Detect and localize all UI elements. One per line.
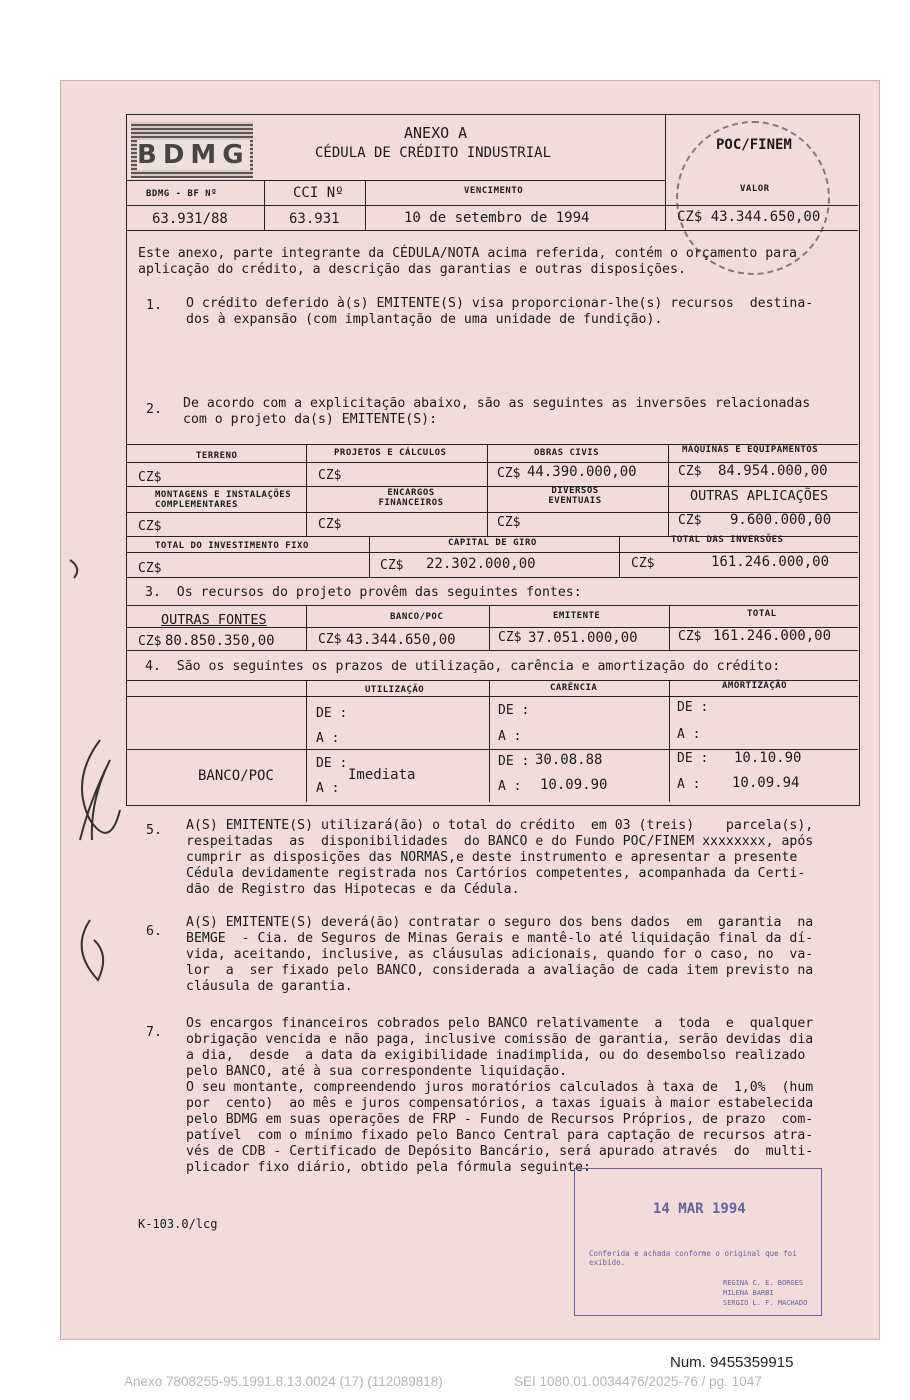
item7-line-5: O seu montante, compreendendo juros moratórios calculados à taxa de 1,0% (hum	[186, 1080, 814, 1095]
bdmg-logo: BDMG	[131, 122, 253, 178]
outras-fontes-label: OUTRAS FONTES	[161, 612, 267, 628]
item7-line-10: plicador fixo diário, obtido pela fórmula seguinte:	[186, 1160, 591, 1175]
item5-line-2: respeitadas as disponibilidades do BANCO e do Fundo POC/FINEM xxxxxxxx, após	[186, 834, 814, 849]
vencimento-label: VENCIMENTO	[464, 186, 524, 196]
form-code: K-103.0/lcg	[138, 1217, 218, 1231]
carencia-de-value: 30.08.88	[535, 752, 603, 768]
notary-stamp: 14 MAR 1994 Conferida e achada conforme o original que foi exibido. REGINA C. E. BORGES MILENA BARBI SERGIO L. F. MACHADO	[574, 1168, 822, 1316]
terreno-label: TERRENO	[196, 451, 238, 461]
document-number: Num. 9455359915	[670, 1354, 794, 1371]
item6-line-2: BEMGE - Cia. de Seguros de Minas Gerais e mantê-lo até liquidação final da dí-	[186, 931, 814, 946]
total-value: 161.246.000,00	[713, 628, 832, 644]
banco-poc-value: 43.344.650,00	[346, 632, 456, 648]
diversos-label: DIVERSOS EVENTUAIS	[548, 486, 602, 506]
obras-value: 44.390.000,00	[527, 464, 637, 480]
intro-line-2: aplicação do crédito, a descrição das garantias e outras disposições.	[138, 262, 686, 277]
item7-line-9: vés de CDB - Certificado de Depósito Bancário, será apurado através do multi-	[186, 1144, 814, 1159]
utilizacao-value: Imediata	[348, 767, 416, 783]
total-fixo-label: TOTAL DO INVESTIMENTO FIXO	[155, 541, 309, 551]
amortizacao-a-value: 10.09.94	[732, 775, 800, 791]
footer-left: Anexo 7808255-95.1991.8.13.0024 (17) (112089818)	[124, 1374, 443, 1389]
item7-line-7: pelo BDMG em suas operações de FRP - Fundo de Recursos Próprios, de prazo com-	[186, 1112, 814, 1127]
amortizacao-de-value: 10.10.90	[734, 750, 802, 766]
stamp-date: 14 MAR 1994	[653, 1201, 746, 1217]
emitente-label: EMITENTE	[553, 611, 601, 621]
bf-value: 63.931/88	[152, 211, 228, 227]
item6-line-4: lor a ser fixado pelo BANCO, considerada a avaliação de cada item previsto na	[186, 963, 814, 978]
item4-text: 4. São os seguintes os prazos de utilização, carência e amortização do crédito:	[145, 659, 781, 674]
capital-giro-value: 22.302.000,00	[426, 556, 536, 572]
projetos-label: PROJETOS E CÁLCULOS	[334, 448, 447, 458]
footer-right: SEI 1080.01.0034476/2025-76 / pg. 1047	[514, 1374, 762, 1389]
program-label: POC/FINEM	[716, 137, 792, 153]
item1-line-2: dos à expansão (com implantação de uma unidade de fundição).	[186, 312, 663, 327]
banco-poc-row-label: BANCO/POC	[198, 768, 274, 784]
item6-line-1: A(S) EMITENTE(S) deverá(ão) contratar o seguro dos bens dados em garantia na	[186, 915, 814, 930]
item2-line-2: com o projeto da(s) EMITENTE(S):	[183, 412, 438, 427]
carencia-a-value: 10.09.90	[540, 777, 608, 793]
total-inversoes-label: TOTAL DAS INVERSÕES	[671, 535, 784, 545]
item5-line-5: dão de Registro das Hipotecas e da Cédula.	[186, 882, 520, 897]
item6-line-3: vida, aceitando, inclusive, as cláusulas adicionais, quando for o caso, no va-	[186, 947, 814, 962]
item7-line-3: a dia, desde a data da exigibilidade inadimplida, ou do desembolso realizado	[186, 1048, 806, 1063]
outras-aplicacoes-value: 9.600.000,00	[730, 512, 832, 528]
item7-line-8: patível com o mínimo fixado pelo Banco Central para captação de recursos atra-	[186, 1128, 814, 1143]
carencia-label: CARÊNCIA	[550, 683, 598, 693]
item1-line-1: O crédito deferido à(s) EMITENTE(S) visa proporcionar-lhe(s) recursos destina-	[186, 296, 814, 311]
item5-line-4: Cédula devidamente registrada nos Cartórios competentes, acompanhada da Certi-	[186, 866, 806, 881]
outras-fontes-value: 80.850.350,00	[165, 633, 275, 649]
total-inversoes-value: 161.246.000,00	[711, 554, 830, 570]
item6-line-5: cláusula de garantia.	[186, 979, 353, 994]
maquinas-label: MÁQUINAS E EQUIPAMENTOS	[682, 445, 819, 455]
cci-value: 63.931	[289, 211, 340, 227]
encargos-label: ENCARGOS FINANCEIROS	[378, 488, 444, 508]
intro-line-1: Este anexo, parte integrante da CÉDULA/NOTA acima referida, contém o orçamento para	[138, 246, 797, 261]
item7-line-2: obrigação vencida e não paga, inclusive comissão de garantia, serão devidas dia	[186, 1032, 814, 1047]
banco-poc-label: BANCO/POC	[390, 612, 444, 622]
item7-line-4: pelo BANCO, até à sua correspondente liquidação.	[186, 1064, 568, 1079]
item2-line-1: De acordo com a explicitação abaixo, são as seguintes as inversões relacionadas	[183, 396, 811, 411]
maquinas-value: 84.954.000,00	[718, 463, 828, 479]
annex-title: ANEXO A	[404, 124, 468, 142]
item5-line-1: A(S) EMITENTE(S) utilizará(ão) o total do crédito em 03 (treis) parcela(s),	[186, 818, 814, 833]
item7-line-6: por cento) ao mês e juros compensatórios, a taxas iguais à maior estabelecida	[186, 1096, 814, 1111]
emitente-value: 37.051.000,00	[528, 630, 638, 646]
document-title: CÉDULA DE CRÉDITO INDUSTRIAL	[315, 145, 552, 161]
item7-line-1: Os encargos financeiros cobrados pelo BANCO relativamente a toda e qualquer	[186, 1016, 814, 1031]
valor-label: VALOR	[740, 184, 770, 194]
montagens-label: MONTAGENS E INSTALAÇÕES COMPLEMENTARES	[155, 490, 292, 510]
cci-label: CCI Nº	[293, 185, 344, 201]
handwritten-signature	[60, 540, 130, 1020]
obras-label: OBRAS CIVIS	[534, 448, 600, 458]
vencimento-value: 10 de setembro de 1994	[404, 210, 590, 226]
capital-giro-label: CAPITAL DE GIRO	[448, 538, 537, 548]
valor-value: CZ$ 43.344.650,00	[677, 209, 821, 225]
utilizacao-label: UTILIZAÇÃO	[365, 685, 425, 695]
stamp-text: Conferida e achada conforme o original que foi exibido.	[589, 1249, 797, 1267]
bf-label: BDMG - BF Nº	[146, 189, 218, 199]
item3-text: 3. Os recursos do projeto provêm das seguintes fontes:	[145, 585, 582, 600]
total-label: TOTAL	[747, 609, 777, 619]
outras-aplicacoes-label: OUTRAS APLICAÇÕES	[690, 488, 829, 504]
item5-line-3: cumprir as disposições das NORMAS,e deste instrumento e apresentar a presente	[186, 850, 798, 865]
amortizacao-label: AMORTIZAÇÃO	[722, 681, 788, 691]
